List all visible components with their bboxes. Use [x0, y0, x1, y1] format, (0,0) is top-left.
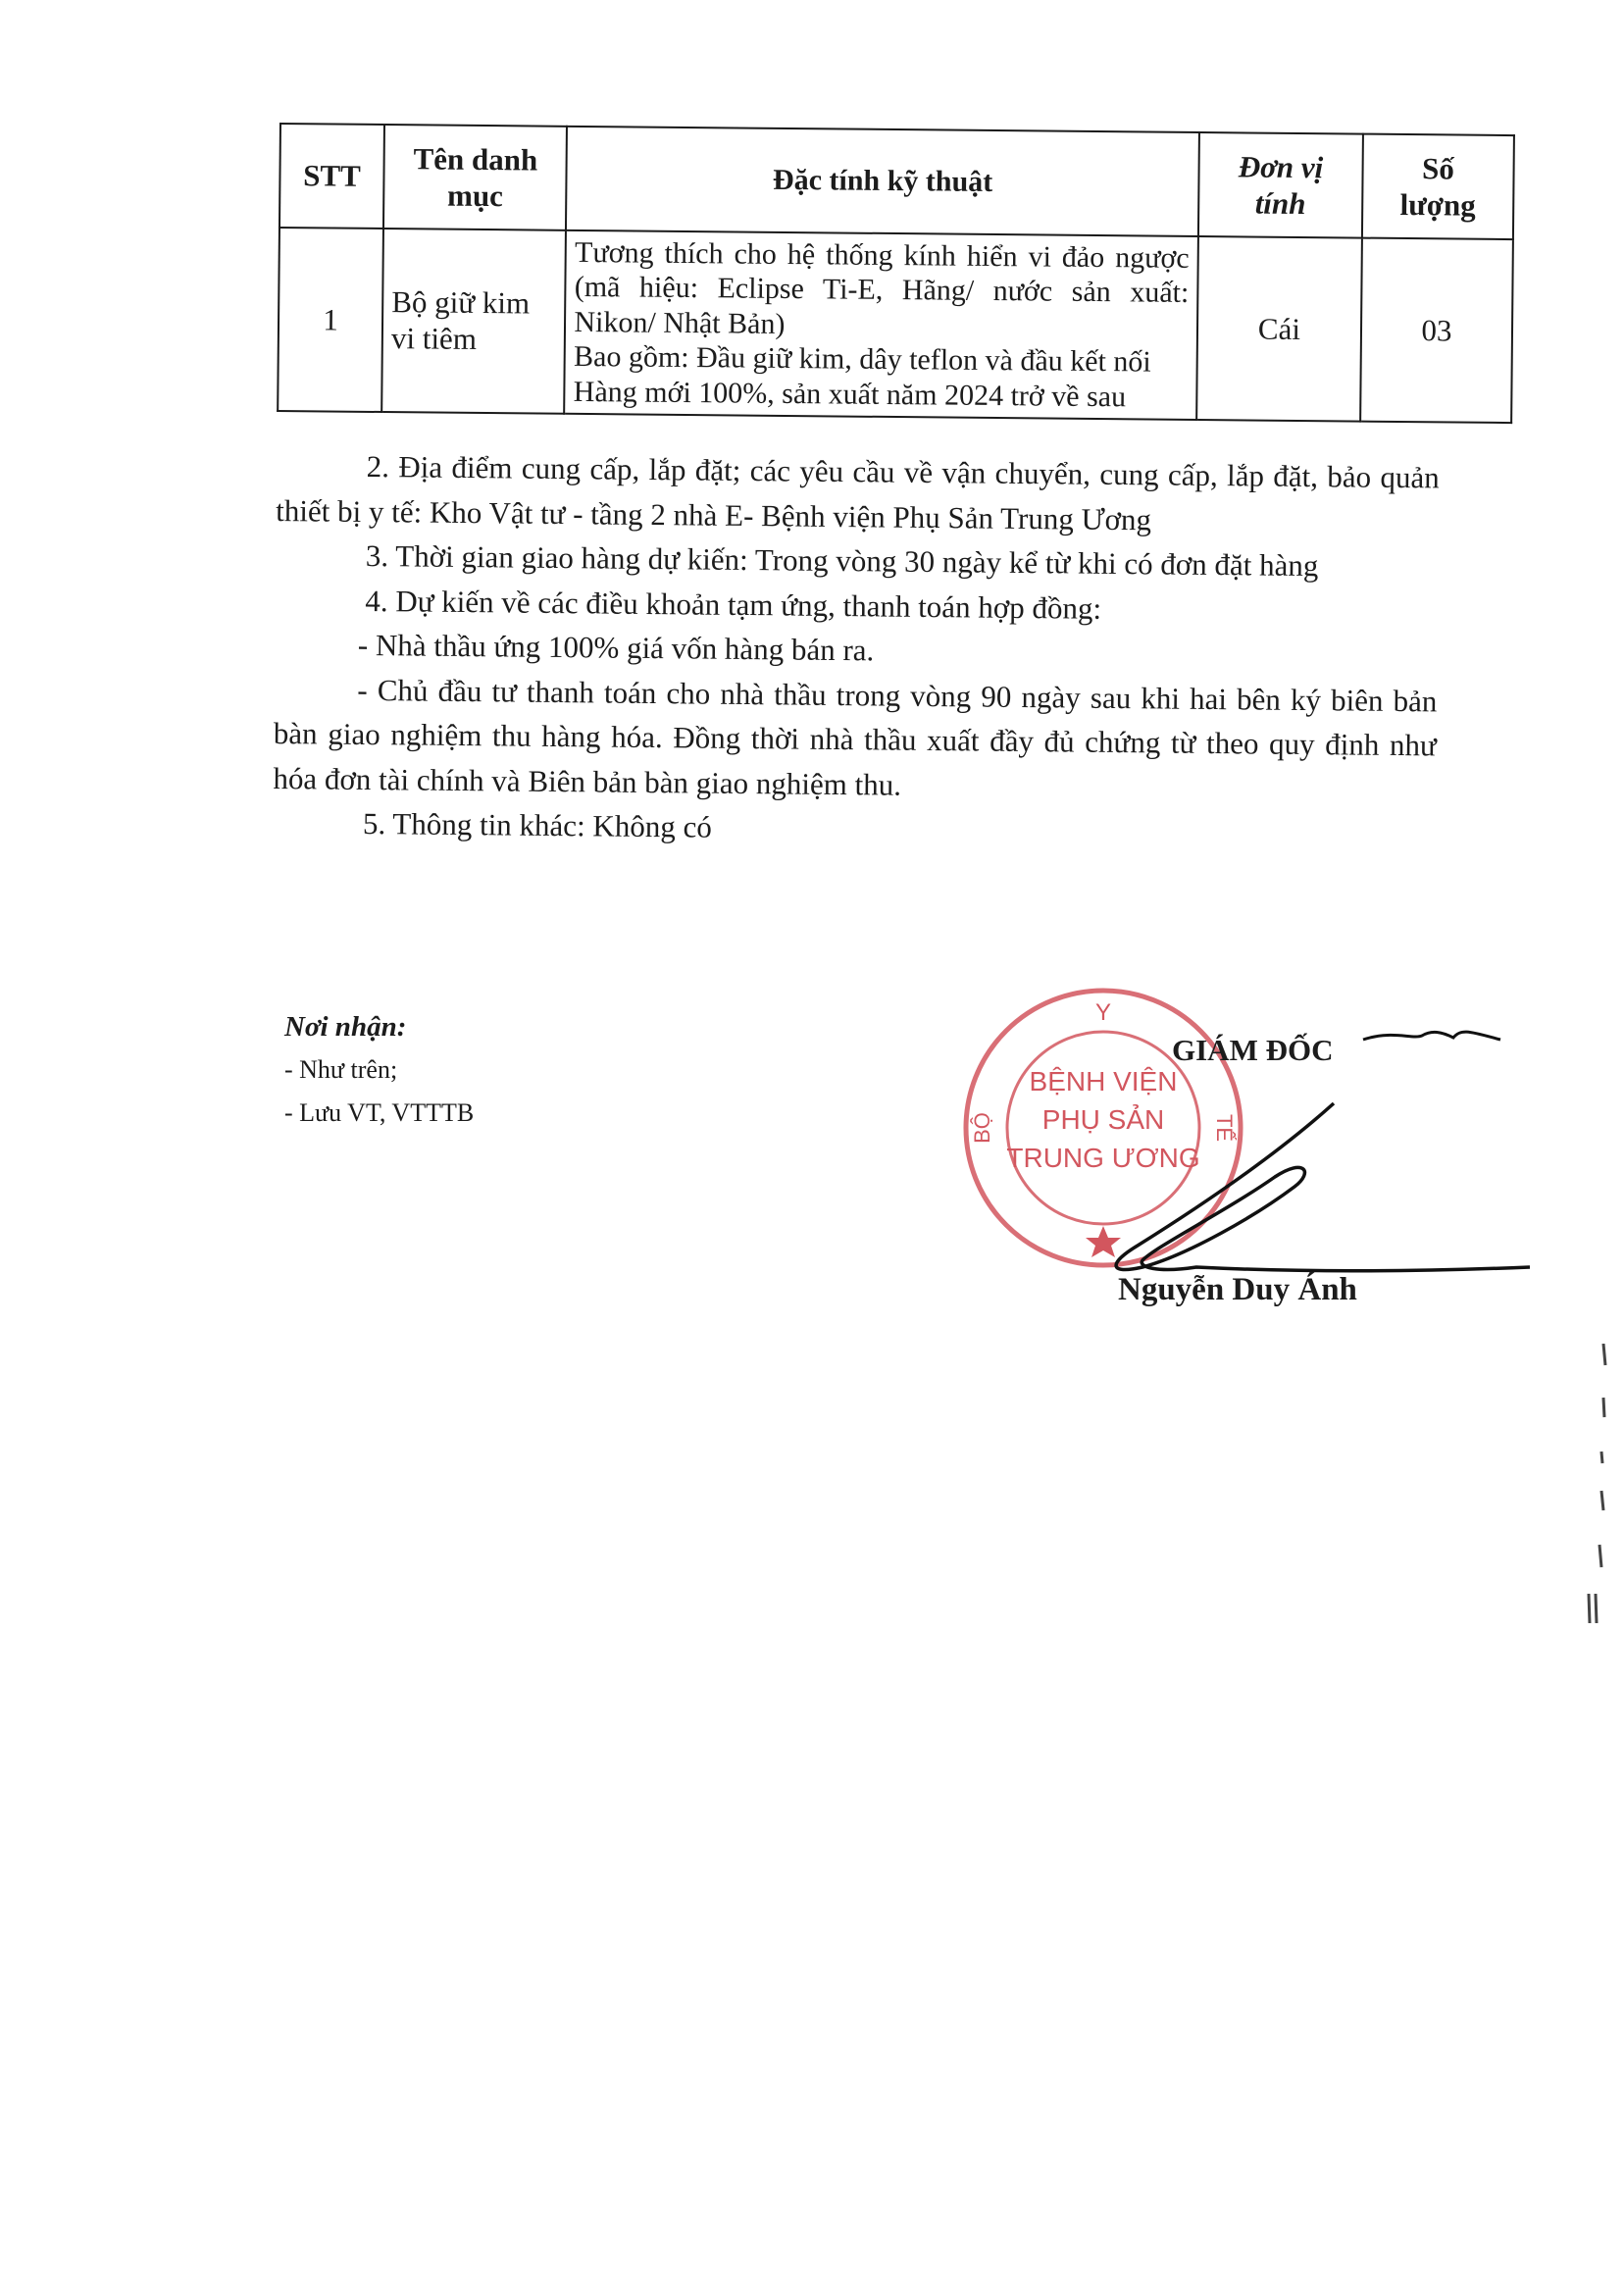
- seal-right-letters: TẾ: [1212, 1113, 1237, 1143]
- header-unit-line1: Đơn vị: [1238, 149, 1324, 185]
- recipients-block: [284, 1005, 474, 1135]
- seal-left-letters: BỘ: [970, 1112, 994, 1144]
- header-item-name: [383, 125, 567, 230]
- header-unit-line2: tính: [1254, 185, 1306, 222]
- seal-line1: BỆNH VIỆN: [1029, 1066, 1178, 1096]
- paragraph-other-info: 5. Thông tin khác: Không có: [362, 805, 713, 844]
- specification-table: [277, 123, 1515, 424]
- cell-qty: 03: [1360, 238, 1513, 423]
- paragraph-delivery-time: 3. Thời gian giao hàng dự kiến: Trong vòng 30 ngày kể từ khi có đơn đặt hàng: [365, 537, 1319, 584]
- header-spec: Đặc tính kỹ thuật: [566, 127, 1199, 236]
- paragraph-advance: - Nhà thầu ứng 100% giá vốn hàng bán ra.: [357, 627, 875, 668]
- body-text: [273, 443, 1440, 857]
- spec-line-condition: Hàng mới 100%, sản xuất năm 2024 trở về sau: [573, 375, 1127, 413]
- cell-stt: 1: [278, 228, 383, 412]
- paragraph-payment: - Chủ đầu tư thanh toán cho nhà thầu trong vòng 90 ngày sau khi hai bên ký biên bản bàn giao nghiệm thu hàng hóa. Đồng thời nhà thầu xuất đầy đủ chứng từ theo quy định như hóa đơn tài chính và Biên bản bàn giao nghiệm thu.: [273, 672, 1438, 802]
- director-name: Nguyễn Duy Ánh: [1118, 1272, 1357, 1307]
- paragraph-delivery-location: 2. Địa điểm cung cấp, lắp đặt; các yêu cầu về vận chuyển, cung cấp, lắp đặt, bảo quản thiết bị y tế: Kho Vật tư - tầng 2 nhà E- Bệnh viện Phụ Sản Trung Ương: [276, 448, 1440, 536]
- seal-line2: PHỤ SẢN: [1041, 1104, 1165, 1135]
- header-stt: STT: [279, 124, 384, 229]
- scan-edge-marks: [1574, 1344, 1613, 1628]
- spec-line-compatibility: Tương thích cho hệ thống kính hiển vi đảo ngược (mã hiệu: Eclipse Ti-E, Hãng/ nước sản xuất: Nikon/ Nhật Bản): [574, 235, 1190, 340]
- seal-line3: TRUNG ƯƠNG: [1006, 1143, 1200, 1173]
- header-item-name-line1: Tên danh: [413, 141, 538, 178]
- seal-top-letter: Y: [1094, 999, 1112, 1026]
- header-qty-line2: lượng: [1399, 186, 1476, 223]
- cell-unit: Cái: [1196, 236, 1362, 422]
- cell-item-name-line1: Bộ giữ kim: [391, 284, 531, 321]
- recipient-item: - Lưu VT, VTTTB: [284, 1098, 475, 1127]
- header-qty-line1: Số: [1421, 150, 1455, 186]
- recipient-item: - Như trên;: [284, 1055, 398, 1084]
- table-row: [278, 228, 1513, 423]
- header-qty: [1362, 134, 1514, 239]
- recipients-label: Nơi nhận:: [284, 1011, 407, 1043]
- cell-spec: [565, 230, 1198, 420]
- cell-item-name-line2: vi tiêm: [390, 321, 478, 357]
- paragraph-payment-terms: 4. Dự kiến về các điều khoản tạm ứng, thanh toán hợp đồng:: [365, 583, 1102, 626]
- table-header-row: [279, 124, 1514, 239]
- director-title: GIÁM ĐỐC: [1172, 1033, 1334, 1067]
- header-item-name-line2: mục: [446, 178, 504, 214]
- header-unit: [1198, 132, 1363, 238]
- handwritten-signature: [1069, 1010, 1540, 1304]
- spec-line-includes: Bao gồm: Đầu giữ kim, dây teflon và đầu kết nối: [573, 340, 1151, 379]
- cell-item-name: [381, 229, 566, 414]
